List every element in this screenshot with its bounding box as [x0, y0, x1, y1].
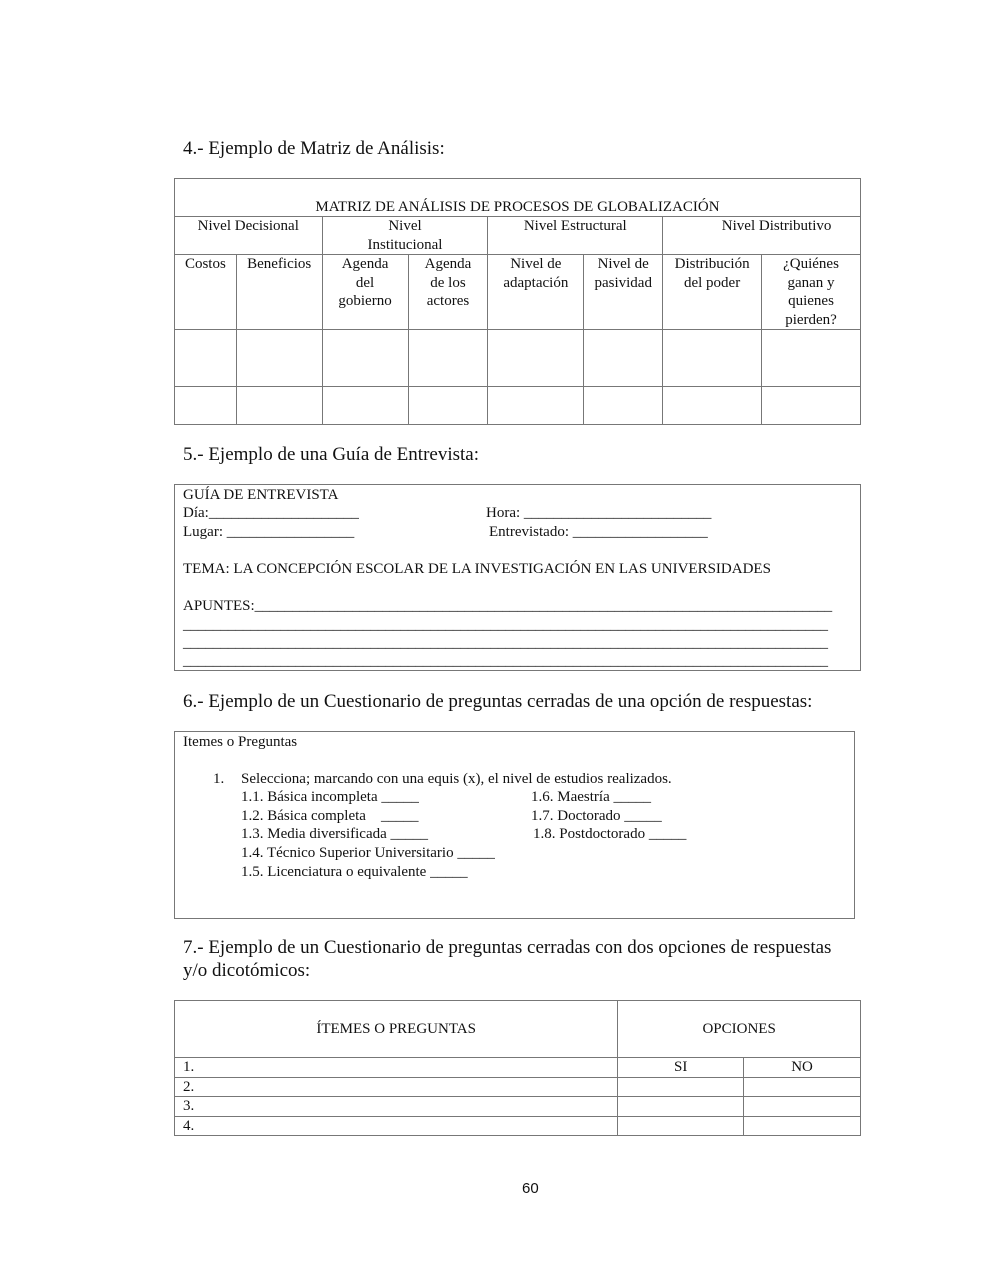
interviewee-field: Entrevistado: __________________ — [489, 524, 708, 540]
answer-option: 1.8. Postdoctorado _____ — [533, 826, 687, 842]
page-number: 60 — [522, 1180, 539, 1197]
question-text: Selecciona; marcando con una equis (x), el nivel de estudios realizados. — [241, 771, 672, 787]
table-row — [175, 387, 861, 425]
no-answer-cell — [744, 1116, 861, 1136]
matrix-title: MATRIZ DE ANÁLISIS DE PROCESOS DE GLOBALIZACIÓN — [175, 179, 861, 217]
column-header: Nivel de pasividad — [584, 255, 663, 330]
answer-option: 1.5. Licenciatura o equivalente _____ — [241, 864, 468, 880]
no-answer-cell — [744, 1097, 861, 1117]
level-decisional: Nivel Decisional — [175, 217, 323, 255]
column-header: Agenda del gobierno — [322, 255, 408, 330]
level-institucional: Nivel Institucional — [322, 217, 488, 255]
notes-line: ______________________________________________________________________________________ — [183, 617, 828, 633]
interview-guide-title: GUÍA DE ENTREVISTA — [183, 487, 339, 503]
column-header: Beneficios — [236, 255, 322, 330]
day-field: Día:____________________ — [183, 505, 359, 521]
item-number: 3. — [175, 1097, 618, 1117]
item-number: 2. — [175, 1077, 618, 1097]
column-header: Nivel de adaptación — [488, 255, 584, 330]
answer-option: 1.7. Doctorado _____ — [531, 808, 662, 824]
section-6-heading: 6.- Ejemplo de un Cuestionario de preguntas cerradas de una opción de respuestas: — [183, 691, 813, 712]
analysis-matrix-table — [174, 178, 861, 425]
table-row — [175, 1058, 861, 1078]
question-number: 1. — [213, 771, 225, 787]
item-number: 1. — [175, 1058, 618, 1078]
table-row — [175, 1116, 861, 1136]
level-estructural: Nivel Estructural — [488, 217, 663, 255]
notes-line: ______________________________________________________________________________________ — [183, 653, 828, 669]
notes-field: APUNTES:_____________________________________________________________________________ — [183, 598, 833, 614]
dichotomous-questionnaire-table — [174, 1000, 861, 1136]
answer-option: 1.2. Básica completa _____ — [241, 808, 419, 824]
table-row — [175, 1077, 861, 1097]
yes-answer-cell — [618, 1097, 744, 1117]
section-7-heading-line-1: 7.- Ejemplo de un Cuestionario de preguntas cerradas con dos opciones de respuestas — [183, 937, 832, 958]
column-header: Costos — [175, 255, 237, 330]
no-column-label: NO — [744, 1058, 861, 1078]
no-answer-cell — [744, 1077, 861, 1097]
section-7-heading-line-2: y/o dicotómicos: — [183, 960, 311, 981]
table-row — [175, 1097, 861, 1117]
answer-option: 1.3. Media diversificada _____ — [241, 826, 429, 842]
questionnaire-title: Itemes o Preguntas — [183, 734, 298, 750]
answer-option: 1.6. Maestría _____ — [531, 789, 651, 805]
column-header: Agenda de los actores — [408, 255, 488, 330]
column-header: Distribución del poder — [663, 255, 762, 330]
item-number: 4. — [175, 1116, 618, 1136]
interview-topic: TEMA: LA CONCEPCIÓN ESCOLAR DE LA INVESTIGACIÓN EN LAS UNIVERSIDADES — [183, 561, 771, 577]
yes-answer-cell — [618, 1077, 744, 1097]
level-distributivo: Nivel Distributivo — [663, 217, 861, 255]
yes-column-label: SI — [618, 1058, 744, 1078]
table-row — [175, 330, 861, 387]
column-header: ¿Quiénes ganan y quienes pierden? — [762, 255, 861, 330]
answer-option: 1.4. Técnico Superior Universitario _____ — [241, 845, 495, 861]
answer-option: 1.1. Básica incompleta _____ — [241, 789, 419, 805]
items-column-header: ÍTEMES O PREGUNTAS — [175, 1001, 618, 1058]
place-field: Lugar: _________________ — [183, 524, 355, 540]
section-4-heading: 4.- Ejemplo de Matriz de Análisis: — [183, 138, 445, 159]
notes-line: ______________________________________________________________________________________ — [183, 635, 828, 651]
options-column-header: OPCIONES — [618, 1001, 861, 1058]
time-field: Hora: _________________________ — [486, 505, 712, 521]
section-5-heading: 5.- Ejemplo de una Guía de Entrevista: — [183, 444, 479, 465]
yes-answer-cell — [618, 1116, 744, 1136]
